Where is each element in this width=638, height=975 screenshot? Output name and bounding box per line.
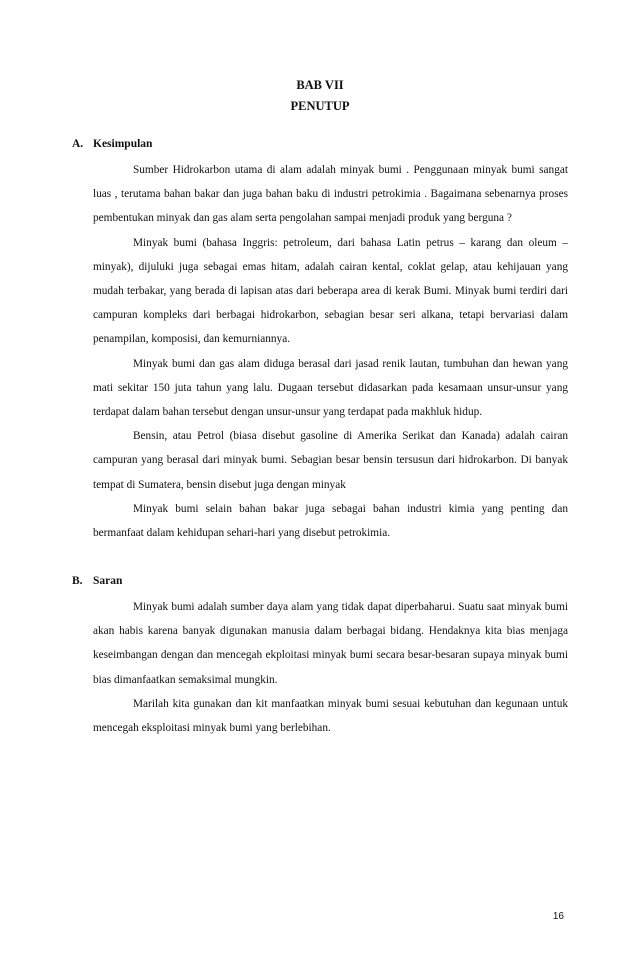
section-heading	[72, 575, 568, 591]
section-title: Saran	[93, 575, 123, 587]
section-letter: A.	[72, 138, 84, 150]
paragraph: Minyak bumi adalah sumber daya alam yang tidak dapat diperbaharui. Suatu saat minyak bumi akan habis karena banyak digunakan manusia dalam berbagai bidang. Hendaknya kita bias menjaga keseimbangan dengan dan mencegah ekploitasi minyak bumi secara besar-besaran supaya minyak bumi bias dimanfaatkan semaksimal mungkin.	[93, 601, 568, 686]
paragraph: Marilah kita gunakan dan kit manfaatkan minyak bumi sesuai kebutuhan dan kegunaan untuk mencegah eksploitasi minyak bumi yang berlebihan.	[93, 697, 568, 735]
paragraph: Bensin, atau Petrol (biasa disebut gasoline di Amerika Serikat dan Kanada) adalah cairan campuran yang berasal dari minyak bumi. Sebagian besar bensin tersusun dari hidrokarbon. Di banyak tempat di Sumatera, bensin disebut juga dengan minyak	[93, 430, 568, 491]
paragraph: Sumber Hidrokarbon utama di alam adalah minyak bumi . Penggunaan minyak bumi sangat luas , terutama bahan bakar dan juga bahan baku di industri petrokimia . Bagaimana sebenarnya proses pembentukan minyak dan gas alam serta pengolahan sampai menjadi produk yang berguna ?	[93, 164, 568, 225]
section-letter: B.	[72, 575, 83, 587]
chapter-title: PENUTUP	[290, 99, 350, 113]
section-saran	[72, 575, 568, 740]
page-number: 16	[552, 911, 564, 922]
chapter-label: BAB VII	[296, 78, 344, 92]
paragraph: Minyak bumi (bahasa Inggris: petroleum, dari bahasa Latin petrus – karang dan oleum – minyak), dijuluki juga sebagai emas hitam, adalah cairan kental, coklat gelap, atau kehijauan yang mudah terbakar, yang berada di lapisan atas dari beberapa area di kerak Bumi. Minyak bumi terdiri dari campuran kompleks dari berbagai hidrokarbon, sebagian besar seri alkana, tetapi bervariasi dalam penampilan, komposisi, dan kemurniannya.	[93, 236, 568, 346]
paragraph: Minyak bumi dan gas alam diduga berasal dari jasad renik lautan, tumbuhan dan hewan yang mati sekitar 150 juta tahun yang lalu. Dugaan tersebut didasarkan pada kesamaan unsur-unsur yang terdapat dalam bahan tersebut dengan unsur-unsur yang terdapat pada makhluk hidup.	[93, 357, 568, 419]
section-kesimpulan	[72, 138, 568, 545]
section-title: Kesimpulan	[93, 138, 153, 150]
paragraph: Minyak bumi selain bahan bakar juga sebagai bahan industri kimia yang penting dan bermanfaat dalam kehidupan sehari-hari yang disebut petrokimia.	[93, 502, 568, 540]
section-heading	[72, 138, 568, 154]
